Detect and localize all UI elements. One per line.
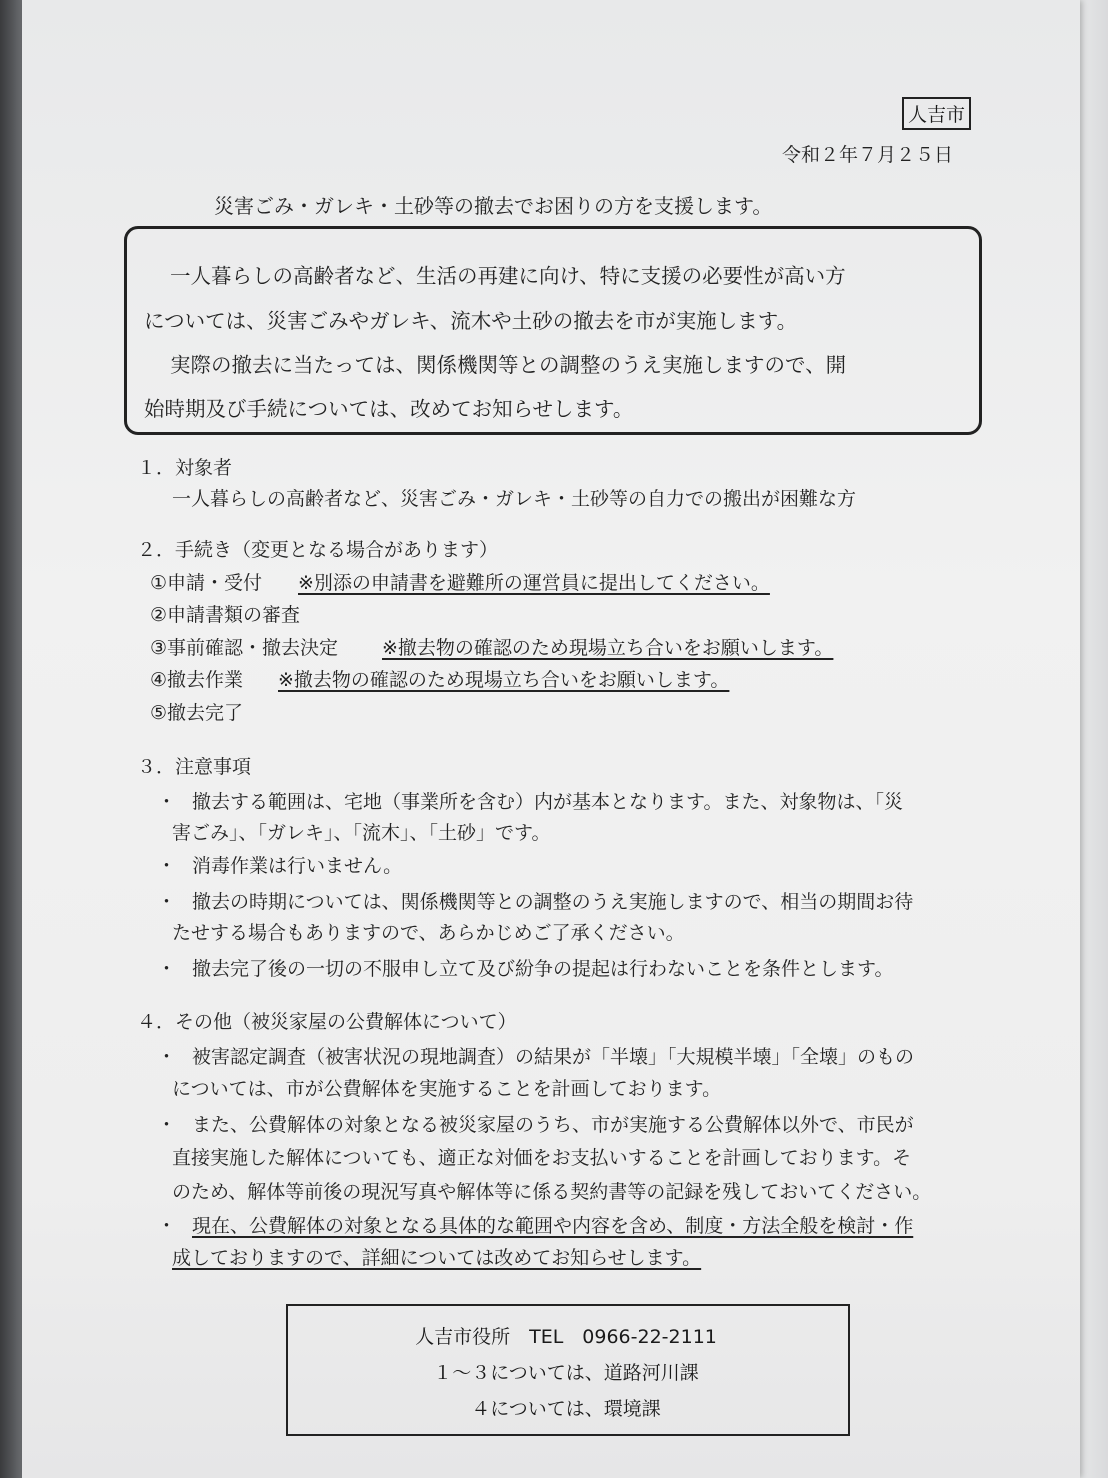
bullet: ・: [157, 791, 177, 813]
intro-line: 一人暮らしの高齢者など、生活の再建に向け、特に支援の必要性が高い方: [170, 264, 846, 288]
bullet: ・: [157, 958, 177, 980]
document-page: [22, 0, 1080, 1478]
other-line: については、市が公費解体を実施することを計画しております。: [172, 1078, 722, 1100]
intro-line: については、災害ごみやガレキ、流木や土砂の撤去を市が実施します。: [144, 309, 798, 333]
other-line: 成しておりますので、詳細については改めてお知らせします。: [172, 1247, 702, 1269]
intro-line: 始時期及び手続については、改めてお知らせします。: [144, 397, 634, 421]
step-label: ①申請・受付: [150, 572, 263, 594]
other-line: 被害認定調査（被害状況の現地調査）の結果が「半壊」「大規模半壊」「全壊」のもの: [192, 1046, 915, 1068]
step-note: ※撤去物の確認のため現場立ち合いをお願いします。: [278, 669, 730, 691]
other-line: 現在、公費解体の対象となる具体的な範囲や内容を含め、制度・方法全般を検討・作: [192, 1215, 914, 1237]
other-line: 直接実施した解体についても、適正な対価をお支払いすることを計画しております。そ: [172, 1147, 912, 1169]
notice-line: たせする場合もありますので、あらかじめご了承ください。: [172, 922, 685, 944]
bullet: ・: [157, 1046, 177, 1068]
intro-line: 実際の撤去に当たっては、関係機関等との調整のうえ実施しますので、開: [170, 353, 847, 377]
step-label: ④撤去作業: [150, 669, 244, 691]
contact-dept-1: １～３については、道路河川課: [433, 1362, 699, 1384]
notice-line: 撤去完了後の一切の不服申し立て及び紛争の提起は行わないことを条件とします。: [192, 958, 894, 980]
document-date: 令和２年７月２５日: [782, 144, 954, 166]
step-note: ※撤去物の確認のため現場立ち合いをお願いします。: [382, 637, 834, 659]
section4-heading: ４．その他（被災家屋の公費解体について）: [137, 1011, 517, 1033]
bullet: ・: [157, 855, 177, 877]
section1-heading: １．対象者: [137, 457, 233, 479]
contact-phone: 人吉市役所 TEL 0966-22-2111: [415, 1326, 717, 1348]
bullet: ・: [157, 1215, 177, 1237]
notice-line: 撤去する範囲は、宅地（事業所を含む）内が基本となります。また、対象物は、「災: [192, 791, 903, 813]
bullet: ・: [157, 891, 177, 913]
section1-body: 一人暮らしの高齢者など、災害ごみ・ガレキ・土砂等の自力での搬出が困難な方: [172, 488, 857, 510]
desk-surface: [0, 0, 22, 1478]
step-label: ③事前確認・撤去決定: [150, 637, 339, 659]
document-title: 災害ごみ・ガレキ・土砂等の撤去でお困りの方を支援します。: [214, 194, 773, 218]
other-line: また、公費解体の対象となる被災家屋のうち、市が実施する公費解体以外で、市民が: [192, 1114, 914, 1136]
step-label: ②申請書類の審査: [150, 604, 301, 626]
bullet: ・: [157, 1114, 177, 1136]
city-tag: 人吉市: [902, 97, 971, 130]
notice-line: 害ごみ」、「ガレキ」、「流木」、「土砂」です。: [172, 822, 551, 844]
other-line: のため、解体等前後の現況写真や解体等に係る契約書等の記録を残しておいてください。: [172, 1181, 932, 1203]
notice-line: 撤去の時期については、関係機関等との調整のうえ実施しますので、相当の期間お待: [192, 891, 914, 913]
notice-line: 消毒作業は行いません。: [192, 855, 403, 877]
section3-heading: ３．注意事項: [137, 756, 252, 778]
step-label: ⑤撤去完了: [150, 702, 244, 724]
contact-dept-2: ４については、環境課: [471, 1398, 661, 1420]
section2-heading: ２．手続き（変更となる場合があります）: [137, 539, 499, 561]
step-note: ※別添の申請書を避難所の運営員に提出してください。: [298, 572, 770, 594]
